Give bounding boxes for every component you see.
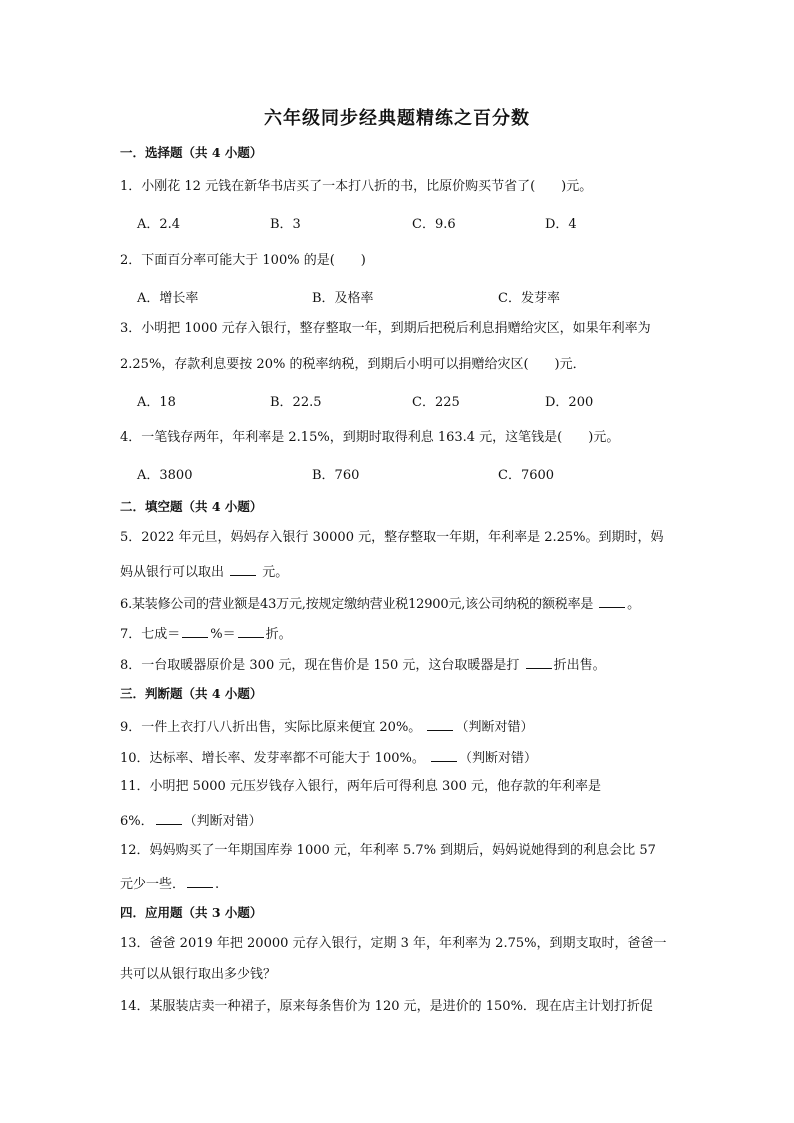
q9-text-b: （判断对错） — [455, 720, 534, 735]
q5-answer-blank[interactable] — [230, 561, 256, 576]
q12-answer-blank[interactable] — [187, 873, 213, 888]
q8-text-b: 折出售。 — [553, 658, 606, 673]
question-11-line-1: 11．小明把 5000 元压岁钱存入银行，两年后可得利息 300 元，他存款的年利率是 — [120, 779, 601, 794]
q3-option-d: D．200 — [545, 395, 594, 410]
q3-option-b: B．22.5 — [270, 395, 322, 410]
q3-option-a: A．18 — [137, 395, 176, 410]
q10-text-a: 10．达标率、增长率、发芽率都不可能大于 100%。 — [120, 751, 425, 766]
q5-text-a: 妈从银行可以取出 — [120, 565, 225, 580]
question-2: 2．下面百分率可能大于 100% 的是( ) — [120, 253, 366, 268]
question-13-line-1: 13．爸爸 2019 年把 20000 元存入银行，定期 3 年，年利率为 2.75%，到期支取时，爸爸一 — [120, 936, 667, 951]
question-10 — [120, 747, 680, 768]
section-heading-fill-blank: 二．填空题（共 4 小题） — [120, 499, 263, 514]
question-4: 4．一笔钱存两年，年利率是 2.15%，到期时取得利息 163.4 元，这笔钱是( )元。 — [120, 430, 620, 445]
q8-text-a: 8．一台取暖器原价是 300 元，现在售价是 150 元，这台取暖器是打 — [120, 658, 520, 673]
q3-option-c: C．225 — [412, 395, 460, 410]
question-9 — [120, 716, 680, 737]
q5-text-b: 元。 — [262, 565, 289, 580]
section-heading-true-false: 三．判断题（共 4 小题） — [120, 686, 263, 701]
q11-text-b: （判断对错） — [183, 814, 262, 829]
q4-option-a: A．3800 — [137, 468, 193, 483]
q4-option-b: B．760 — [312, 468, 360, 483]
question-6 — [120, 593, 680, 614]
q6-answer-blank[interactable] — [599, 593, 625, 608]
question-12-line-2 — [120, 873, 680, 894]
question-8 — [120, 654, 680, 675]
question-7 — [120, 623, 680, 644]
q1-option-a: A．2.4 — [137, 217, 181, 232]
q6-text-b: 。 — [627, 597, 640, 612]
question-13-line-2: 共可以从银行取出多少钱？ — [120, 967, 277, 982]
question-1: 1．小刚花 12 元钱在新华书店买了一本打八折的书，比原价购买节省了( )元。 — [120, 179, 593, 194]
question-3-line-2: 2.25%，存款利息要按 20% 的税率纳税，到期后小明可以捐赠给灾区( )元． — [120, 357, 586, 372]
q2-option-a: A．增长率 — [137, 291, 199, 306]
q10-answer-blank[interactable] — [431, 747, 457, 762]
q7-answer-blank-2[interactable] — [238, 623, 264, 638]
q9-text-a: 9．一件上衣打八八折出售，实际比原来便宜 20%。 — [120, 720, 422, 735]
q11-answer-blank[interactable] — [156, 810, 182, 825]
q1-option-c: C．9.6 — [412, 217, 456, 232]
section-heading-choice: 一．选择题（共 4 小题） — [120, 145, 263, 160]
section-heading-application: 四．应用题（共 3 小题） — [120, 905, 263, 920]
q1-option-b: B．3 — [270, 217, 301, 232]
q4-option-c: C．7600 — [498, 468, 555, 483]
question-12-line-1: 12．妈妈购买了一年期国库券 1000 元，年利率 5.7% 到期后，妈妈说她得到的利息会比 57 — [120, 843, 656, 858]
q1-option-d: D．4 — [545, 217, 577, 232]
question-3-line-1: 3．小明把 1000 元存入银行，整存整取一年，到期后把税后利息捐赠给灾区，如果年利率为 — [120, 321, 651, 336]
q7-answer-blank-1[interactable] — [182, 623, 208, 638]
q12-text-a: 元少一些． — [120, 877, 186, 892]
q7-text-b: %＝ — [210, 627, 236, 642]
q9-answer-blank[interactable] — [427, 716, 453, 731]
q10-text-b: （判断对错） — [458, 751, 537, 766]
q7-text-c: 折。 — [265, 627, 292, 642]
q7-text-a: 7．七成＝ — [120, 627, 181, 642]
q2-option-c: C．发芽率 — [498, 291, 560, 306]
q8-answer-blank[interactable] — [526, 654, 552, 669]
question-5-line-2 — [120, 561, 680, 582]
q11-text-a: 6%． — [120, 814, 154, 829]
q6-text-a: 6.某装修公司的营业额是43万元,按规定缴纳营业税12900元,该公司纳税的额税率是 — [120, 597, 594, 612]
page-title: 六年级同步经典题精练之百分数 — [264, 108, 530, 129]
q2-option-b: B．及格率 — [312, 291, 374, 306]
question-11-line-2 — [120, 810, 680, 831]
question-5-line-1: 5．2022 年元旦，妈妈存入银行 30000 元，整存整取一年期，年利率是 2.25%。到期时，妈 — [120, 530, 664, 545]
q12-text-b: . — [215, 877, 220, 892]
question-14-line-1: 14．某服装店卖一种裙子，原来每条售价为 120 元，是进价的 150%．现在店主计划打折促 — [120, 999, 653, 1014]
